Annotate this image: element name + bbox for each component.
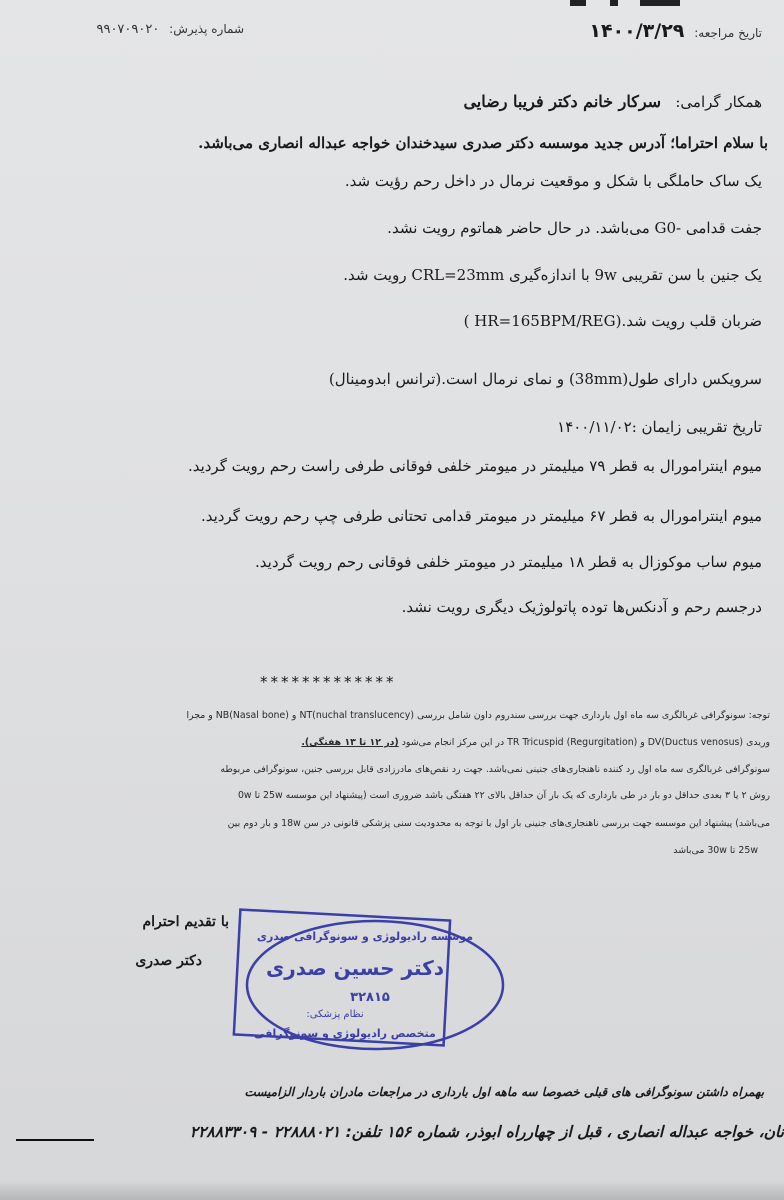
stamp-bottom-text: متخصص رادیولوژی و سونوگرافی [254, 1027, 436, 1040]
admission-number [96, 22, 244, 37]
footer-address: نان، خواجه عبداله انصاری ، قبل از چهارراه ابوذر، شماره ۱۵۶ تلفن: ۲۲۸۸۸۰۲۱ - ۲۲۸۸۳۳۰۹ [189, 1123, 784, 1141]
stamp-name: دکتر حسین صدری [265, 956, 445, 980]
finding-line: درجسم رحم و آدنکس‌ها توده پاتولوژیک دیگری رویت نشد. [401, 598, 762, 616]
regards: با تقدیم احترام [142, 914, 229, 930]
separator-stars: ************* [260, 673, 397, 691]
top-edge-marks [0, 0, 784, 8]
note-line: می‌باشد) پیشنهاد این موسسه جهت بررسی ناهنجاری‌های جنینی بار اول با توجه به محدودیت سنی پزشکی قانونی در سن 18w و بار دوم بین [227, 818, 770, 829]
note-line-text: وریدی DV(Ductus venosus) و TR Tricuspid (Regurgitation) در این مرکز انجام می‌شود [401, 737, 770, 748]
referral-date-label: تاریخ مراجعه: [694, 26, 762, 40]
admission-value: ۹۹۰۷۰۹۰۲۰ [96, 22, 160, 37]
finding-line: تاریخ تقریبی زایمان :۱۴۰۰/۱۱/۰۲ [557, 418, 762, 436]
finding-line: میوم اینترامورال به قطر ۷۹ میلیمتر در میومتر خلفی فوقانی طرفی راست رحم رویت گردید. [187, 457, 762, 475]
finding-line: جفت قدامی -G0 می‌باشد. در حال حاضر هماتوم رویت نشد. [387, 219, 762, 237]
stamp-top-text: موسسه رادیولوژی و سونوگرافی صدری [256, 930, 474, 943]
bottom-shadow [0, 1180, 784, 1200]
stamp-registry: نظام پزشکی: [306, 1009, 364, 1020]
finding-line: سرویکس دارای طول(38mm) و نمای نرمال است.(ترانس ابدومینال) [328, 370, 762, 388]
footer-rule [16, 1139, 94, 1141]
admission-label: شماره پذیرش: [169, 22, 244, 36]
doctor-stamp [225, 905, 510, 1060]
salutation [463, 92, 762, 111]
stamp-code: ۳۲۸۱۵ [350, 990, 390, 1005]
referral-date-value: ۱۴۰۰/۳/۲۹ [589, 20, 685, 42]
finding-line: یک ساک حاملگی با شکل و موقعیت نرمال در داخل رحم رؤیت شد. [344, 172, 762, 190]
top-mark [610, 0, 618, 6]
finding-line: یک جنین با سن تقریبی 9w با اندازه‌گیری CRL=23mm رویت شد. [343, 266, 762, 284]
top-mark [570, 0, 586, 6]
salutation-label: همکار گرامی: [675, 93, 762, 111]
finding-line: میوم ساب موکوزال به قطر ۱۸ میلیمتر در میومتر خلفی فوقانی رحم رویت گردید. [255, 553, 762, 571]
note-line: توجه: سونوگرافی غربالگری سه ماه اول بارداری جهت بررسی سندروم داون شامل بررسی NT(nuchal translucency) و NB(Nasal bone) و مجرا [186, 710, 770, 721]
note-line: سونوگرافی غربالگری سه ماه اول رد کننده ناهنجاری‌های جنینی نمی‌باشد. جهت رد نقص‌های مادرزادی قابل بررسی جنین، سونوگرافی مربوطه [220, 764, 770, 775]
finding-line: ضربان قلب رویت شد.(HR=165BPM/REG ) [463, 312, 762, 330]
doctor-name: دکتر صدری [135, 953, 202, 969]
note-emphasis: (در ۱۲ تا ۱۳ هفتگی). [301, 737, 399, 748]
footer-notice: بهمراه داشتن سونوگرافی های قبلی خصوصا سه ماهه اول بارداری در مراجعات مادران باردار الزامیست [244, 1085, 764, 1099]
note-line: روش ۲ یا ۳ بعدی حداقل دو بار در طی بارداری که یک بار آن حداقل بالای ۲۲ هفتگی باشد ضروری است (پیشنهاد این موسسه 25w تا 0w [237, 790, 770, 801]
note-line [301, 737, 770, 748]
note-line: 25w تا 30w می‌باشد [673, 845, 758, 856]
referral-date [589, 20, 762, 42]
recipient-name: سرکار خانم دکتر فریبا رضایی [463, 92, 662, 111]
top-mark [640, 0, 680, 6]
finding-line: میوم اینترامورال به قطر ۶۷ میلیمتر در میومتر قدامی تحتانی طرفی چپ رحم رویت گردید. [200, 507, 762, 525]
greeting: با سلام احتراما؛ آدرس جدید موسسه دکتر صدری سیدخندان خواجه عبداله انصاری می‌باشد. [198, 134, 768, 152]
